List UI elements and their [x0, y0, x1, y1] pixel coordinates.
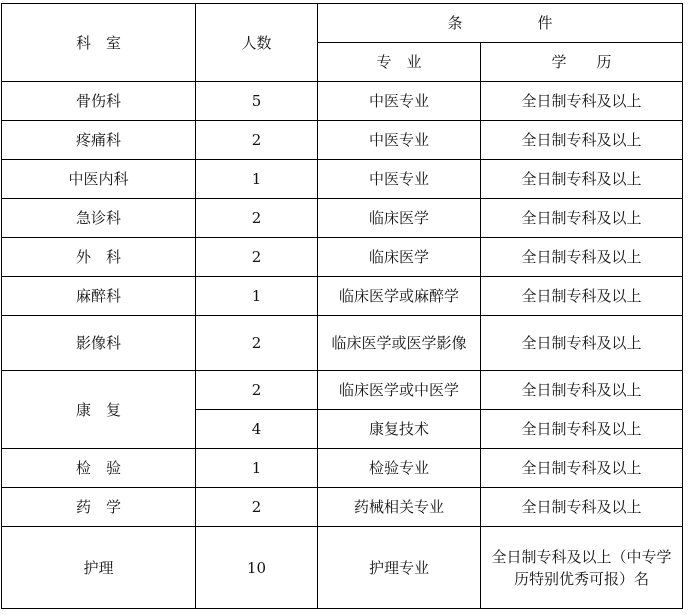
major-cell: 中医专业	[318, 82, 481, 121]
count-cell: 2	[196, 199, 318, 238]
header-education: 学 历	[481, 43, 683, 82]
major-cell: 中医专业	[318, 121, 481, 160]
count-cell: 2	[196, 316, 318, 371]
education-cell: 全日制专科及以上	[481, 238, 683, 277]
education-cell: 全日制专科及以上	[481, 449, 683, 488]
dept-cell: 疼痛科	[2, 121, 196, 160]
table-row	[2, 527, 683, 609]
recruitment-table	[1, 3, 683, 609]
education-cell: 全日制专科及以上	[481, 82, 683, 121]
count-cell: 1	[196, 449, 318, 488]
major-cell: 检验专业	[318, 449, 481, 488]
education-cell: 全日制专科及以上	[481, 316, 683, 371]
table-row	[2, 199, 683, 238]
education-cell: 全日制专科及以上	[481, 160, 683, 199]
major-cell: 临床医学或医学影像	[318, 316, 481, 371]
major-cell: 临床医学或中医学	[318, 371, 481, 410]
major-cell: 临床医学	[318, 199, 481, 238]
dept-cell: 康 复	[2, 371, 196, 449]
table-row	[2, 371, 683, 410]
table-row	[2, 82, 683, 121]
count-cell: 10	[196, 527, 318, 609]
dept-cell: 影像科	[2, 316, 196, 371]
table-row	[2, 238, 683, 277]
table-row	[2, 488, 683, 527]
major-cell: 临床医学或麻醉学	[318, 277, 481, 316]
table-row	[2, 277, 683, 316]
dept-cell: 检 验	[2, 449, 196, 488]
header-count: 人数	[196, 4, 318, 82]
education-cell: 全日制专科及以上	[481, 199, 683, 238]
count-cell: 4	[196, 410, 318, 449]
count-cell: 1	[196, 160, 318, 199]
major-cell: 中医专业	[318, 160, 481, 199]
education-cell: 全日制专科及以上	[481, 277, 683, 316]
major-cell: 康复技术	[318, 410, 481, 449]
education-cell: 全日制专科及以上（中专学历特别优秀可报）名	[481, 527, 683, 609]
count-cell: 2	[196, 371, 318, 410]
education-cell: 全日制专科及以上	[481, 121, 683, 160]
major-cell: 药械相关专业	[318, 488, 481, 527]
dept-cell: 护理	[2, 527, 196, 609]
dept-cell: 药 学	[2, 488, 196, 527]
count-cell: 1	[196, 277, 318, 316]
table-row	[2, 121, 683, 160]
header-dept: 科 室	[2, 4, 196, 82]
education-cell: 全日制专科及以上	[481, 488, 683, 527]
count-cell: 5	[196, 82, 318, 121]
table-row	[2, 160, 683, 199]
table-row	[2, 316, 683, 371]
count-cell: 2	[196, 121, 318, 160]
education-cell: 全日制专科及以上	[481, 410, 683, 449]
dept-cell: 中医内科	[2, 160, 196, 199]
dept-cell: 外 科	[2, 238, 196, 277]
dept-cell: 骨伤科	[2, 82, 196, 121]
education-cell: 全日制专科及以上	[481, 371, 683, 410]
header-conditions: 条 件	[318, 4, 683, 43]
major-cell: 护理专业	[318, 527, 481, 609]
dept-cell: 麻醉科	[2, 277, 196, 316]
header-row-top	[2, 4, 683, 43]
table-row	[2, 449, 683, 488]
dept-cell: 急诊科	[2, 199, 196, 238]
count-cell: 2	[196, 238, 318, 277]
header-major: 专 业	[318, 43, 481, 82]
count-cell: 2	[196, 488, 318, 527]
major-cell: 临床医学	[318, 238, 481, 277]
